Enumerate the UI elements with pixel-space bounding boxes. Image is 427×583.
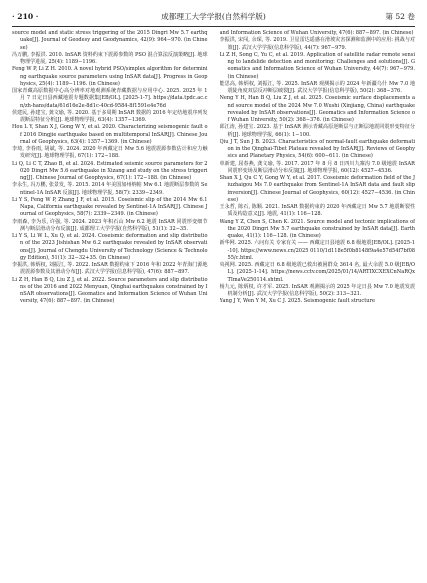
reference-entry: 李振洪, 韩炳权, 刘振江, 等. 2022. InSAR 数据约束下 2016 年和 2022 年青海门源地震震源参数及其滑动分布[J]. 武汉大学学报(信息科学版), 47(6): 887−897. — [12, 262, 208, 276]
reference-entry: Li Y S, Li W L, Xu Q, et al. 2024. Coseismic deformation and slip distribution of the 2023 Jishishan Mw 6.2 earthquake revealed by InSAR observations[J]. Journal of Chengdu University of Technology (Science & Technology Edition), 51(1): 32−32+35. (in Chinese) — [12, 233, 208, 261]
reference-entry: Yang J Y, Wen Y M, Xu C J. 2025. Seismogenic fault structure — [219, 298, 375, 305]
reference-entry: Wang Y Z, Chen S, Chen K. 2021. Source model and tectonic implications of the 2020 Dingri Mw 5.7 earthquake constrained by InSAR data[J]. Earthquake, 41(1): 116−128. (in Chinese) — [219, 218, 415, 239]
reference-entry: Qiu J T, Sun J B. 2023. Characteristics of normal-fault earthquake deformation in the Qinghai-Tibet Plateau revealed by InSAR[J]. Reviews of Geophysics and Planetary Physics, 54(6): 600−611. (in Chinese) — [219, 138, 415, 160]
reference-entry: 杨九元, 陈炳权, 许才军. 2025. InSAR 观测揭示的 2025 年定日县 Mw 7.0 地震发震机制分析[J]. 武汉大学学报(信息科学版), 50(2): 313−321. — [219, 283, 415, 297]
reference-entry: Neng Y H, Han B Q, Liu Z J, et al. 2025. Coseismic surface displacements and source model of the 2024 Mw 7.0 Wushi (Xinjiang, China) earthquake revealed by InSAR observations[J]. Geomatics and Information Science of Wuhan University, 50(2): 368−376. (in Chinese) — [219, 95, 415, 123]
reference-entry: 李琦, 李春雨, 胡斌, 等. 2024. 2020 年西藏定日 Mw 5.6 地震震源参数估计和应力触发研究[J]. 地球物理学报, 67(1): 172−188. — [12, 146, 208, 160]
reference-entry: 邱江涛, 孙建宝. 2023. 基于 InSAR 测示青藏高原逆断层与正断层地震同震形变特征分析[J]. 地球物理学报, 66(1): 1−100. — [219, 124, 415, 138]
reference-entry: 单新建, 屈春燕, 龚文瑜, 等. 2017. 2017 年 8 月 8 日四川九寨沟 7.0 级地震 InSAR 同震形变场及断层滑动分布反演[J]. 地球物理学报, 60(12): 4527−4536. — [219, 160, 415, 174]
page-header — [12, 10, 415, 27]
reference-entry: 李永生, 冯万鹏, 张景发, 等. 2015. 2014 年美国加州纳帕 Mw 6.1 地震断层参数的 Sentinel-1A InSAR 反演[J]. 地球物理学报, 58(7): 2339−2349. — [12, 182, 208, 196]
reference-entry: 国家青藏高原数据中心高分辨率对地观测系统青藏数据与应用中心. 2025. 2025 年 1 月 7 日定日县西藏地震专题数据集[EB/OL]. [2025-1-7]. https://data.tpdc.ac.cn/zh-hans/data/61d16e2e-8d1c-40cd-9584-8f1591e4e76d — [12, 88, 208, 109]
reference-columns — [12, 30, 415, 583]
right-reference-column — [220, 30, 416, 583]
reference-entry: Shan X J, Qu C Y, Gong W Y, et al. 2017. Coseismic deformation field of the Jiuzhaigou Ms 7.0 earthquake from Sentinel-1A InSAR data and fault slip inversion[J]. Chinese Journal of Geophysics, 60(12): 4527−4536. (in Chinese) — [219, 175, 415, 203]
reference-entry: Li Q, Li C T, Zhao B, et al. 2024. Estimated seismic source parameters for 2020 Dingri Mw 5.6 earthquake in Xizang and study on the stress triggering[J]. Chinese Journal of Geophysics, 67(1): 172−188. (in Chinese) — [12, 160, 208, 181]
volume-label: 第 52 卷 — [385, 12, 415, 21]
reference-entry: 李振洪, 宋闯, 余琛, 等. 2019. 卫星雷达遥感在滑坡灾害探测和监测中的应用: 挑战与对策[J]. 武汉大学学报(信息科学版), 44(7): 967−979. — [219, 37, 415, 51]
reference-entry: 央视网. 2025. 西藏定日 6.8 级地震已救出被困群众 3614 名, 最大余震 5.0 级[EB/OL]. [2025-1-14]. https://news.cctv.com/2025/01/14/ARTIXCXEXCnNaRQxTImaVe250114.shtml. — [219, 262, 415, 283]
journal-title: 成都理工大学学报(自然科学版) — [161, 12, 266, 21]
left-reference-column — [12, 30, 208, 583]
reference-entry: 冯万鹏, 李振洪. 2010. InSAR 资料约束下震源参数的 PSO 混合算法反演策略[J]. 地球物理学进展, 25(4): 1189−1196. — [12, 51, 208, 65]
reference-entry: Hou L Y, Shan X J, Gong W Y, et al. 2020. Characterizing seismogenic fault of 2016 Dingjie earthquake based on multitemporal InSAR[J]. Chinese Journal of Geophysics, 63(4): 1357−1369. (in Chinese) — [12, 124, 208, 145]
reference-entry: Li Z H, Song C, Yu C, et al. 2019. Application of satellite radar remote sensing to landslide detection and monitoring: Challenges and solutions[J]. Geomatics and Information Science of Wuhan University, 44(7): 967−979. (in Chinese) — [219, 51, 415, 80]
reference-entry: 李雨森, 李为乐, 许强, 等. 2024. 2023 年积石山 Mw 6.2 地震 InSAR 同震形变细节测与断层滑动分布反演[J]. 成都理工大学学报(自然科学版), 51(1): 32−35. — [12, 218, 208, 232]
reference-entry: 侯建民, 孙建宝, 龚文瑜, 等. 2020. 基于多周期 InSAR 数据的 2016 年定结地震序列发震断层特征分析[J]. 地球物理学报, 63(4): 1357−1369. — [12, 109, 208, 123]
reference-entry: 能思高, 韩炳权, 刘振江, 等. 2025. InSAR 观测揭示的 2024 年新疆乌什 Mw 7.0 地震陡角度双层反冲断层破裂[J]. 武汉大学学报(信息科学版), 50(2): 368−376. — [219, 80, 415, 94]
reference-entry: Li Y S, Feng W P, Zhang J F, et al. 2015. Coseismic slip of the 2014 Mw 6.1 Napa, California earthquake revealed by Sentinel-1A InSAR[J]. Chinese Journal of Geophysics, 58(7): 2339−2349. (in Chinese) — [12, 196, 208, 218]
reference-entry: and Information Science of Wuhan University, 47(6): 887−897. (in Chinese) — [219, 30, 414, 36]
reference-entry: Li Z H, Han B Q, Liu Z J, et al. 2022. Source parameters and slip distributions of the 2016 and 2022 Menyuan, Qinghai earthquakes constrained by InSAR observations[J]. Geomatics and Information Science of Wuhan University, 47(6): 887−897. (in Chinese) — [12, 276, 208, 305]
reference-entry: 王永哲, 陈石, 陈顺. 2021. InSAR 数据约束的 2020 年西藏定日 Mw 5.7 地震断裂性质及构造意义[J]. 地震, 41(1): 116−128. — [219, 204, 415, 218]
reference-entry: 新华网. 2025. 六问有关 专家有关 —— 西藏定日县地震 6.8 级地震[EB/OL]. [2025-1-10]. https://www.news.cn/2025 0110/1d118e5f0b8148f9a4e57d54f7bf0855/c.html. — [219, 240, 415, 261]
reference-entry: Feng W P, Li Z H. 2010. A novel hybrid PSO/simplex algorithm for determining earthquake source parameters using InSAR data[J]. Progress in Geophysics, 25(4): 1189−1196. (in Chinese) — [12, 66, 208, 87]
reference-entry: source model and static stress triggering of the 2015 Dingri Mw 5.7 earthquake[J]. Journal of Geodesy and Geodynamics, 42(9): 964−970. (in Chinese) — [12, 30, 208, 51]
page-number: · 210 · — [12, 12, 39, 21]
